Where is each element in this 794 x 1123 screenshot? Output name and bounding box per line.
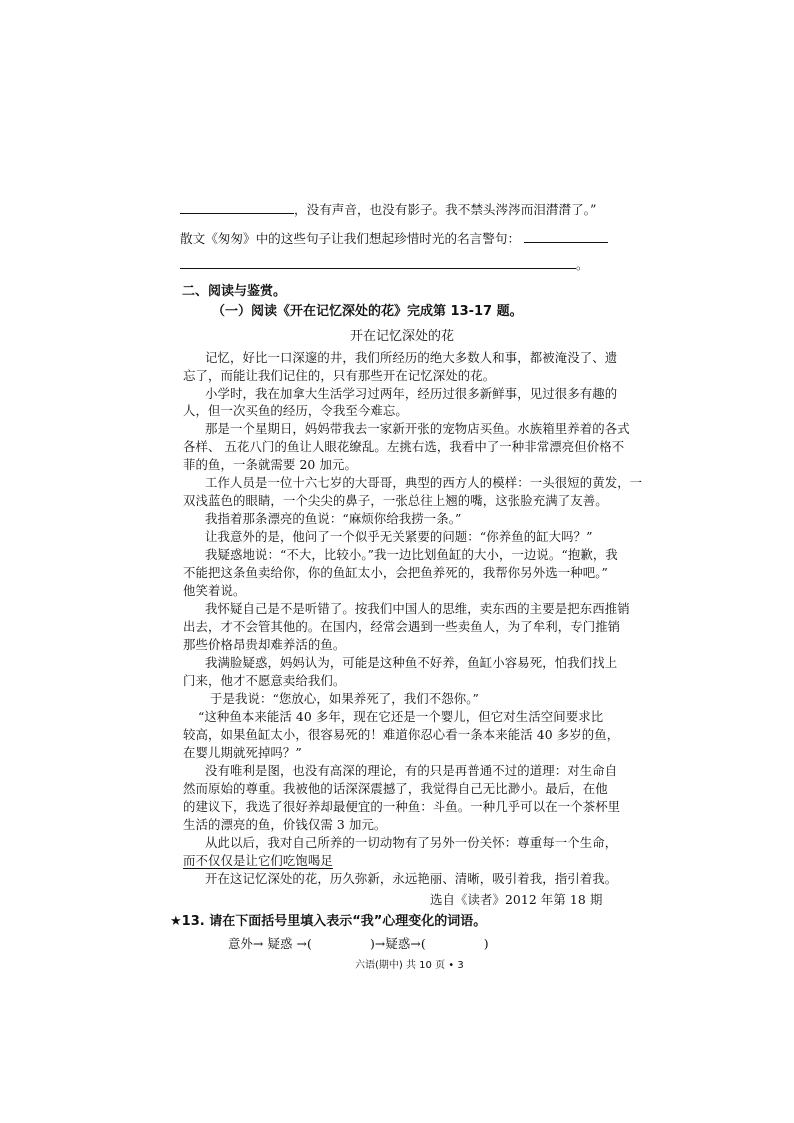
article-line: 我满脸疑惑，妈妈认为，可能是这种鱼不好养，鱼缸小容易死，怕我们找上: [205, 655, 618, 670]
article-line: 门来，他才不愿意卖给我们。: [183, 673, 346, 688]
article-line: 我指着那条漂亮的鱼说：“麻烦你给我捞一条。”: [205, 511, 462, 526]
article-line: 较高，如果鱼缸太小，很容易死的！难道你忍心看一条本来能活 40 多岁的鱼，: [183, 727, 620, 742]
article-line: 在婴儿期就死掉吗？”: [183, 745, 302, 760]
answer-chain: [228, 935, 489, 953]
answer-blank[interactable]: [180, 201, 294, 214]
article-line: 他笑着说。: [183, 583, 246, 598]
article-line: 人，但一次买鱼的经历，令我至今难忘。: [183, 403, 408, 418]
top-line-2: [180, 230, 608, 248]
article-line: 各样、 五花八门的鱼让人眼花缭乱。左挑右选，我看中了一种非常漂亮但价格不: [183, 439, 625, 454]
article-line: 我疑惑地说：“不大，比较小。”我一边比划鱼缸的大小，一边说。“抱歉，我: [205, 547, 618, 562]
top-line-3-end: 。: [576, 257, 589, 272]
article-line-underlined: 而不仅仅是让它们吃饱喝足: [183, 853, 333, 868]
article-line: “这种鱼本来能活 40 多年，现在它还是一个婴儿，但它对生活空间要求比: [198, 709, 604, 724]
article-line: 不能把这条鱼卖给你，你的鱼缸太小，会把鱼养死的，我帮你另外选一种吧。”: [183, 565, 608, 580]
answer-blank[interactable]: [180, 256, 576, 269]
page-footer: 六语(期中) 共 10 页 • 3: [355, 960, 464, 971]
article-line: 我怀疑自己是不是听错了。按我们中国人的思维，卖东西的主要是把东西推销: [205, 601, 630, 616]
article-line: 于是我说：“您放心，如果养死了，我们不怨你。”: [210, 691, 479, 706]
article-line: 开在这记忆深处的花，历久弥新，永远艳丽、清晰，吸引着我，指引着我。: [205, 871, 618, 886]
article-line: 工作人员是一位十六七岁的大哥哥，典型的西方人的模样：一头很短的黄发，一: [205, 475, 643, 490]
article-line: 小学时，我在加拿大生活学习过两年，经历过很多新鲜事，见过很多有趣的: [205, 386, 618, 401]
article-line: 生活的漂亮的鱼，价钱仅需 3 加元。: [183, 817, 387, 832]
top-line-1: [180, 201, 596, 219]
article-line: 记忆，好比一口深邃的井，我们所经历的绝大多数人和事，都被淹没了、遗: [205, 350, 618, 365]
article-line: 没有唯利是图，也没有高深的理论，有的只是再普通不过的道理：对生命自: [205, 763, 618, 778]
section-heading: 二、阅读与鉴赏。: [182, 284, 287, 299]
article-line: 双浅蓝色的眼睛，一个尖尖的鼻子，一张总往上翘的嘴，这张脸充满了友善。: [183, 493, 608, 508]
section-subheading: （一）阅读《开在记忆深处的花》完成第 13-17 题。: [212, 304, 523, 319]
article-line: 那些价格昂贵却难养活的鱼。: [183, 637, 346, 652]
article-source: 选自《读者》2012 年第 18 期: [430, 892, 603, 907]
article-line: 忘了，而能让我们记住的，只有那些开在记忆深处的花。: [183, 368, 496, 383]
article-line: 从此以后，我对自己所养的一切动物有了另外一份关怀：尊重每一个生命，: [205, 835, 618, 850]
article-line: 出去，才不会管其他的。在国内，经常会遇到一些卖鱼人，为了牟利，专门推销: [183, 619, 621, 634]
article-line: 菲的鱼，一条就需要 20 加元。: [183, 457, 357, 472]
answer-blank[interactable]: [524, 230, 608, 243]
article-title: 开在记忆深处的花: [350, 329, 455, 344]
article-line: 那是一个星期日，妈妈带我去一家新开张的宠物店买鱼。水族箱里养着的各式: [205, 421, 630, 436]
chain-part-3: ): [483, 936, 489, 951]
article-line: 的建议下，我选了很好养却最便宜的一种鱼：斗鱼。一种几乎可以在一个茶杯里: [183, 799, 621, 814]
chain-part-2: )→疑惑→(: [369, 936, 426, 951]
article-line: 让我意外的是，他问了一个似乎无关紧要的问题：“你养鱼的缸大吗？”: [205, 529, 593, 544]
top-line-1-text: ，没有声音，也没有影子。我不禁头涔涔而泪潸潸了。”: [294, 202, 597, 217]
top-line-2-text: 散文《匆匆》中的这些句子让我们想起珍惜时光的名言警句：: [180, 231, 521, 246]
top-line-3: [180, 256, 589, 274]
question-prompt: ★13. 请在下面括号里填入表示“我”心理变化的词语。: [170, 914, 487, 929]
article-line: 然而原始的尊重。我被他的话深深震撼了，我觉得自己无比渺小。最后，在他: [183, 781, 608, 796]
chain-part-1: 意外→ 疑惑 →(: [228, 936, 312, 951]
